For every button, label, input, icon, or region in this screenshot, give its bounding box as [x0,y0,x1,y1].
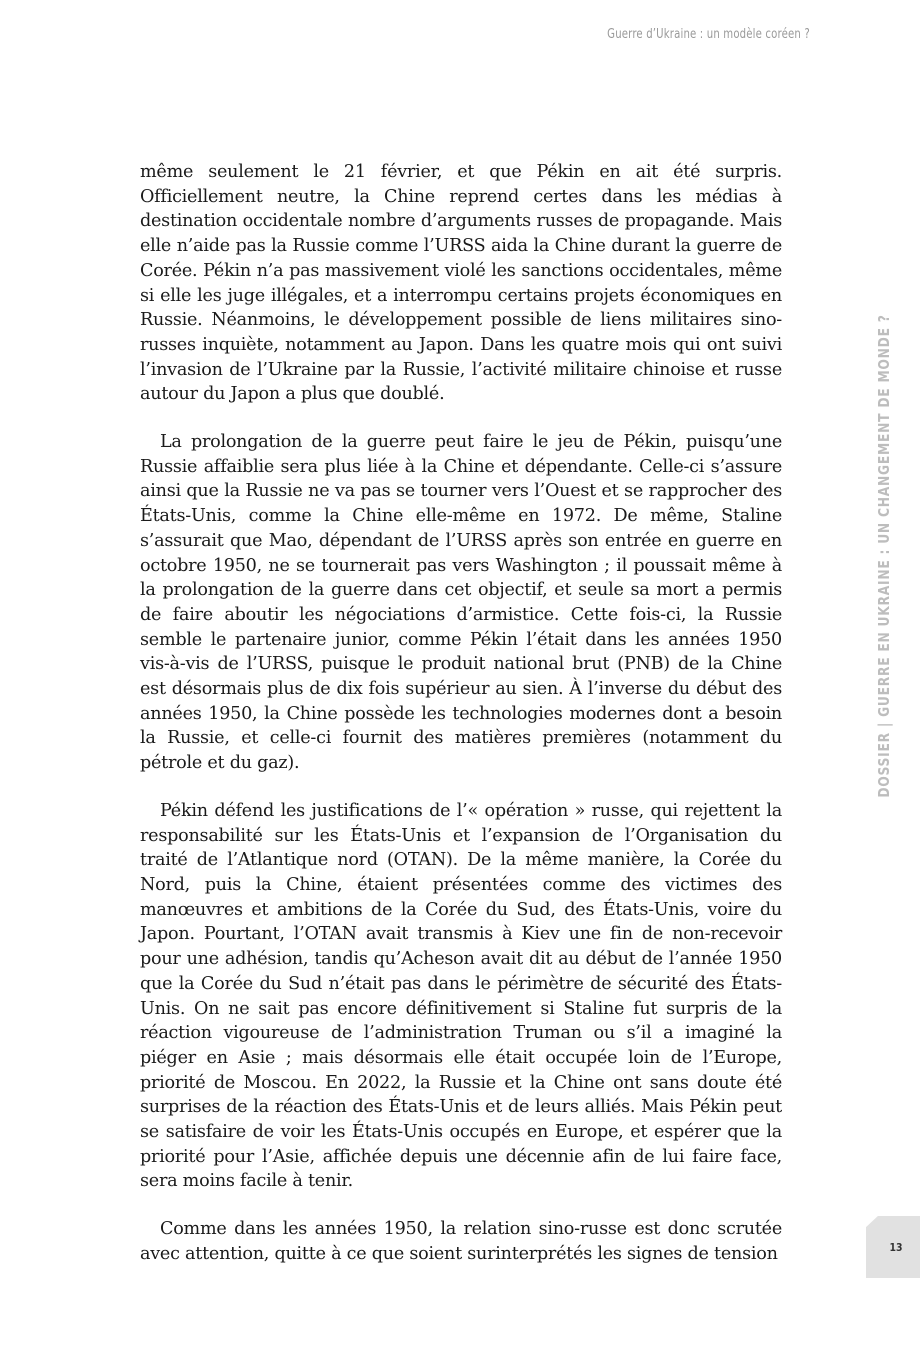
page-number: 13 [889,1240,903,1254]
article-body [140,160,782,1290]
body-paragraph: Comme dans les années 1950, la relation sino-russe est donc scrutée avec attention, quitte à ce que soient surinterprétés les signes de tension [140,1219,782,1264]
running-header: Guerre d’Ukraine : un modèle coréen ? [607,27,810,42]
body-paragraph: La prolongation de la guerre peut faire le jeu de Pékin, puisqu’une Russie affaiblie sera plus liée à la Chine et dépendante. Celle-ci s’assure ainsi que la Russie ne va pas se tourner vers l’Ouest et se rapprocher des États-Unis, comme la Chine elle-même en 1972. De même, Staline s’assurait que Mao, dépendant de l’URSS après son entrée en guerre en octobre 1950, ne se tournerait pas vers Washington ; il poussait même à la prolongation de la guerre dans cet objectif, et seule sa mort a permis de faire aboutir les négociations d’armistice. Cette fois-ci, la Russie semble le partenaire junior, comme Pékin l’était dans les années 1950 vis-à-vis de l’URSS, puisque le produit national brut (PNB) de la Chine est désormais plus de dix fois supérieur au sien. À l’inverse du début des années 1950, la Chine possède les technologies modernes dont a besoin la Russie, et celle-ci fournit des matières premières (notamment du pétrole et du gaz). [140,432,782,774]
body-paragraph: même seulement le 21 février, et que Pékin en ait été surpris. Officiellement neutre, la Chine reprend certes dans les médias à destination occidentale nombre d’arguments russes de propagande. Mais elle n’aide pas la Russie comme l’URSS aida la Chine durant la guerre de Corée. Pékin n’a pas massivement violé les sanctions occidentales, même si elle les juge illégales, et a interrompu certains projets économiques en Russie. Néanmoins, le développement possible de liens militaires sino-russes inquiète, notamment au Japon. Dans les quatre mois qui ont suivi l’invasion de l’Ukraine par la Russie, l’activité militaire chinoise et russe autour du Japon a plus que doublé. [140,162,782,405]
section-side-title: DOSSIER | GUERRE EN UKRAINE : UN CHANGEMENT DE MONDE ? [875,314,893,798]
body-paragraph: Pékin défend les justifications de l’« opération » russe, qui rejettent la responsabilité sur les États-Unis et l’expansion de l’Organisation du traité de l’Atlantique nord (OTAN). De la même manière, la Corée du Nord, puis la Chine, étaient présentées comme des victimes des manœuvres et ambitions de la Corée du Sud, des États-Unis, voire du Japon. Pourtant, l’OTAN avait transmis à Kiev une fin de non-recevoir pour une adhésion, tandis qu’Acheson avait dit au début de l’année 1950 que la Corée du Sud n’était pas dans le périmètre de sécurité des États-Unis. On ne sait pas encore définitivement si Staline fut surpris de la réaction vigoureuse de l’administration Truman ou s’il a imaginé la piéger en Asie ; mais désormais elle était occupée loin de l’Europe, priorité de Moscou. En 2022, la Russie et la Chine ont sans doute été surprises de la réaction des États-Unis et de leurs alliés. Mais Pékin peut se satisfaire de voir les États-Unis occupés en Europe, et espérer que la priorité pour l’Asie, affichée depuis une décennie afin de lui faire face, sera moins facile à tenir. [140,800,782,1192]
